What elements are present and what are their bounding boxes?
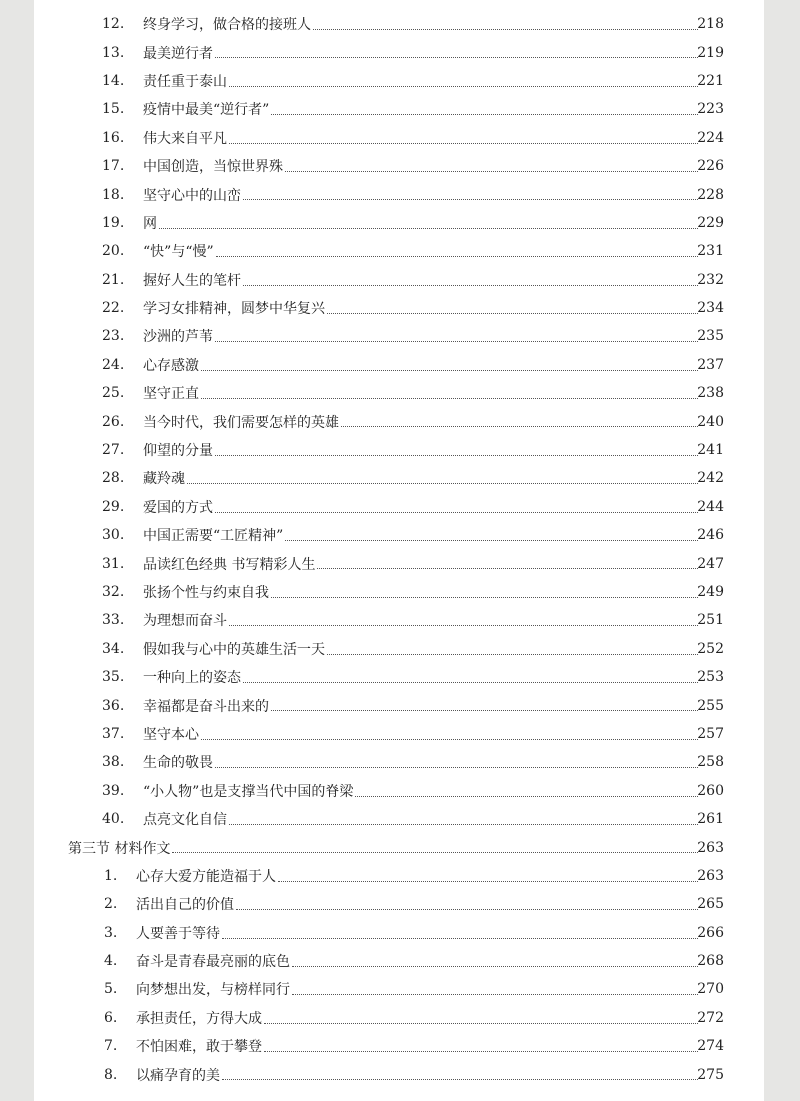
toc-page-number: 221 xyxy=(697,72,724,89)
toc-entry[interactable] xyxy=(34,493,764,521)
toc-dot-leader xyxy=(201,369,698,371)
toc-page-number: 235 xyxy=(697,328,724,345)
toc-entry-number: 32. xyxy=(102,584,125,600)
toc-page-number: 247 xyxy=(697,555,724,572)
toc-dot-leader xyxy=(317,567,698,569)
toc-entry-title: 人要善于等待 xyxy=(136,925,220,942)
toc-entry-title: 心存大爱方能造福于人 xyxy=(136,868,276,885)
toc-entry-title: 网 xyxy=(143,215,157,232)
toc-dot-leader xyxy=(229,823,698,825)
toc-entry[interactable] xyxy=(34,436,764,464)
toc-entry-number: 16. xyxy=(102,129,125,146)
toc-page-number: 249 xyxy=(697,584,724,600)
toc-entry-title: 坚守心中的山峦 xyxy=(143,187,241,204)
toc-entry-title: 沙洲的芦苇 xyxy=(143,329,213,346)
table-of-contents xyxy=(34,10,764,1089)
toc-entry-number: 23. xyxy=(102,328,125,345)
toc-page-number: 237 xyxy=(697,356,724,373)
toc-entry-title: 责任重于泰山 xyxy=(143,73,227,90)
toc-dot-leader xyxy=(216,255,698,257)
toc-entry[interactable] xyxy=(34,67,764,95)
toc-page-number: 223 xyxy=(697,101,724,118)
toc-dot-leader xyxy=(229,85,698,87)
toc-entry-number: 8. xyxy=(104,1066,118,1083)
toc-entry-number: 39. xyxy=(102,782,125,799)
toc-dot-leader xyxy=(327,653,698,655)
toc-entry[interactable] xyxy=(34,1060,764,1088)
toc-entry-number: 3. xyxy=(104,924,118,941)
toc-page-number: 231 xyxy=(697,243,724,260)
toc-dot-leader xyxy=(292,993,698,995)
toc-dot-leader xyxy=(271,709,698,711)
toc-dot-leader xyxy=(215,454,698,456)
toc-dot-leader xyxy=(172,851,698,853)
toc-entry-title: 学习女排精神，圆梦中华复兴 xyxy=(143,301,325,318)
toc-entry-number: 35. xyxy=(102,669,125,686)
toc-dot-leader xyxy=(243,681,698,683)
toc-entry[interactable] xyxy=(34,124,764,152)
toc-entry[interactable] xyxy=(34,266,764,294)
toc-entry[interactable] xyxy=(34,635,764,663)
toc-entry-number: 13. xyxy=(102,44,125,61)
toc-entry[interactable] xyxy=(34,38,764,66)
toc-page-number: 246 xyxy=(697,527,724,544)
toc-entry-number: 28. xyxy=(102,470,125,487)
toc-entry-number: 12. xyxy=(102,16,125,33)
toc-entry-number: 19. xyxy=(102,214,125,231)
toc-entry[interactable] xyxy=(34,777,764,805)
toc-entry-number: 1. xyxy=(104,867,118,884)
toc-dot-leader xyxy=(215,56,698,58)
toc-entry[interactable] xyxy=(34,606,764,634)
toc-entry-number: 34. xyxy=(102,640,125,657)
toc-page-number: 253 xyxy=(697,669,724,686)
toc-entry[interactable] xyxy=(34,152,764,180)
toc-entry[interactable] xyxy=(34,947,764,975)
toc-dot-leader xyxy=(201,397,698,399)
toc-page-number: 266 xyxy=(697,924,724,941)
toc-entry-title: 以痛孕育的美 xyxy=(136,1067,220,1084)
toc-entry[interactable] xyxy=(34,10,764,38)
toc-entry-title: 不怕困难，敢于攀登 xyxy=(136,1039,262,1056)
document-page xyxy=(34,0,764,1101)
toc-dot-leader xyxy=(243,284,698,286)
toc-entry-title: 最美逆行者 xyxy=(143,45,213,62)
toc-page-number: 240 xyxy=(697,413,724,430)
toc-page-number: 228 xyxy=(697,186,724,203)
toc-entry-number: 21. xyxy=(102,271,125,288)
toc-entry[interactable] xyxy=(34,805,764,833)
toc-entry[interactable] xyxy=(34,691,764,719)
toc-entry-number: 17. xyxy=(102,158,125,175)
toc-page-number: 275 xyxy=(697,1066,724,1083)
toc-entry-number: 25. xyxy=(102,385,125,402)
toc-entry-title: 张扬个性与约束自我 xyxy=(143,585,269,601)
toc-page-number: 260 xyxy=(697,782,724,799)
toc-entry-title: 一种向上的姿态 xyxy=(143,670,241,687)
toc-entry-number: 33. xyxy=(102,612,125,629)
toc-entry[interactable] xyxy=(34,209,764,237)
toc-entry-number: 27. xyxy=(102,442,125,459)
toc-entry-title: 仰望的分量 xyxy=(143,443,213,460)
toc-dot-leader xyxy=(222,1078,698,1080)
toc-entry-title: 中国正需要“工匠精神” xyxy=(143,528,284,545)
toc-entry[interactable] xyxy=(34,379,764,407)
toc-entry[interactable] xyxy=(34,351,764,379)
toc-entry-number: 4. xyxy=(104,953,118,970)
toc-entry-number: 18. xyxy=(102,186,125,203)
toc-entry[interactable] xyxy=(34,294,764,322)
toc-dot-leader xyxy=(236,908,698,910)
toc-entry[interactable] xyxy=(34,663,764,691)
toc-entry-title: “小人物”也是支撑当代中国的脊梁 xyxy=(143,783,354,800)
toc-page-number: 255 xyxy=(697,697,724,714)
toc-entry-number: 31. xyxy=(102,555,125,572)
toc-dot-leader xyxy=(215,511,698,513)
toc-dot-leader xyxy=(341,425,698,427)
toc-page-number: 251 xyxy=(697,612,724,629)
toc-entry-title: 生命的敬畏 xyxy=(143,755,213,772)
toc-page-number: 258 xyxy=(697,754,724,771)
toc-entry-number: 2. xyxy=(104,896,118,913)
toc-dot-leader xyxy=(215,340,698,342)
toc-entry-number: 20. xyxy=(102,243,125,260)
toc-dot-leader xyxy=(313,28,698,30)
toc-entry-number: 26. xyxy=(102,413,125,430)
toc-page-number: 257 xyxy=(697,725,724,742)
toc-entry-number: 36. xyxy=(102,697,125,714)
toc-page-number: 261 xyxy=(697,811,724,828)
toc-dot-leader xyxy=(285,539,698,541)
toc-entry-number: 22. xyxy=(102,300,125,317)
toc-page-number: 226 xyxy=(697,158,724,175)
toc-dot-leader xyxy=(285,170,698,172)
toc-entry[interactable] xyxy=(34,890,764,918)
toc-entry[interactable] xyxy=(34,407,764,435)
toc-entry[interactable] xyxy=(34,95,764,123)
toc-entry[interactable] xyxy=(34,862,764,890)
toc-entry-number: 24. xyxy=(102,356,125,373)
toc-page-number: 263 xyxy=(697,867,724,884)
toc-entry-number: 29. xyxy=(102,498,125,515)
toc-entry-title: 伟大来自平凡 xyxy=(143,130,227,147)
toc-entry-title: 向梦想出发，与榜样同行 xyxy=(136,982,290,999)
toc-page-number: 252 xyxy=(697,640,724,657)
toc-dot-leader xyxy=(229,624,698,626)
toc-entry[interactable] xyxy=(34,975,764,1003)
toc-page-number: 241 xyxy=(697,442,724,459)
toc-entry-title: 中国创造，当惊世界殊 xyxy=(143,159,283,176)
toc-page-number: 218 xyxy=(697,16,724,33)
toc-entry-title: 终身学习，做合格的接班人 xyxy=(143,17,311,34)
toc-entry-title: 品读红色经典 书写精彩人生 xyxy=(143,556,316,573)
toc-entry-title: “快”与“慢” xyxy=(143,244,214,261)
toc-entry[interactable] xyxy=(34,720,764,748)
toc-page-number: 219 xyxy=(697,44,724,61)
toc-dot-leader xyxy=(271,596,698,598)
toc-page-number: 263 xyxy=(697,839,724,856)
toc-page-number: 265 xyxy=(697,896,724,913)
toc-page-number: 234 xyxy=(697,300,724,317)
toc-dot-leader xyxy=(355,795,698,797)
toc-dot-leader xyxy=(187,482,698,484)
toc-entry[interactable] xyxy=(34,578,764,606)
toc-entry-title: 奋斗是青春最亮丽的底色 xyxy=(136,954,290,971)
toc-entry-number: 40. xyxy=(102,811,125,828)
toc-dot-leader xyxy=(327,312,698,314)
toc-dot-leader xyxy=(264,1022,698,1024)
toc-page-number: 242 xyxy=(697,470,724,487)
toc-entry[interactable] xyxy=(34,464,764,492)
toc-page-number: 274 xyxy=(697,1038,724,1055)
toc-entry-title: 坚守本心 xyxy=(143,726,199,743)
toc-section-heading[interactable] xyxy=(34,833,764,861)
toc-dot-leader xyxy=(159,227,698,229)
toc-entry-title: 假如我与心中的英雄生活一天 xyxy=(143,641,325,658)
toc-page-number: 238 xyxy=(697,385,724,402)
toc-page-number: 268 xyxy=(697,953,724,970)
toc-entry-title: 藏羚魂 xyxy=(143,471,185,488)
toc-entry-title: 当今时代，我们需要怎样的英雄 xyxy=(143,414,339,431)
toc-entry-title: 为理想而奋斗 xyxy=(143,613,227,630)
toc-dot-leader xyxy=(222,937,698,939)
toc-dot-leader xyxy=(292,965,698,967)
toc-entry-title: 握好人生的笔杆 xyxy=(143,272,241,289)
toc-dot-leader xyxy=(264,1050,698,1052)
toc-entry-title: 疫情中最美“逆行者” xyxy=(143,102,270,119)
toc-entry[interactable] xyxy=(34,180,764,208)
toc-dot-leader xyxy=(271,113,698,115)
toc-section-title: 第三节 材料作文 xyxy=(68,840,171,857)
toc-entry[interactable] xyxy=(34,1032,764,1060)
toc-entry[interactable] xyxy=(34,521,764,549)
toc-page-number: 244 xyxy=(697,498,724,515)
toc-entry-title: 活出自己的价值 xyxy=(136,897,234,914)
toc-entry[interactable] xyxy=(34,237,764,265)
toc-entry-number: 7. xyxy=(104,1038,118,1055)
toc-entry[interactable] xyxy=(34,322,764,350)
toc-entry-number: 15. xyxy=(102,101,125,118)
toc-page-number: 229 xyxy=(697,214,724,231)
toc-entry-title: 爱国的方式 xyxy=(143,499,213,516)
toc-entry-title: 坚守正直 xyxy=(143,386,199,403)
toc-dot-leader xyxy=(229,142,698,144)
toc-entry-title: 承担责任，方得大成 xyxy=(136,1010,262,1027)
toc-entry-title: 点亮文化自信 xyxy=(143,812,227,829)
toc-entry-title: 心存感激 xyxy=(143,357,199,374)
toc-page-number: 270 xyxy=(697,981,724,998)
toc-entry[interactable] xyxy=(34,1004,764,1032)
toc-entry-number: 5. xyxy=(104,981,118,998)
toc-dot-leader xyxy=(215,766,698,768)
toc-entry-number: 38. xyxy=(102,754,125,771)
toc-entry[interactable] xyxy=(34,549,764,577)
toc-entry-number: 30. xyxy=(102,527,125,544)
toc-dot-leader xyxy=(278,880,698,882)
toc-dot-leader xyxy=(201,738,698,740)
toc-entry-number: 37. xyxy=(102,725,125,742)
toc-page-number: 272 xyxy=(697,1009,724,1026)
toc-entry-number: 14. xyxy=(102,72,125,89)
toc-entry[interactable] xyxy=(34,748,764,776)
toc-entry-number: 6. xyxy=(104,1009,118,1026)
toc-page-number: 232 xyxy=(697,271,724,288)
toc-entry-title: 幸福都是奋斗出来的 xyxy=(143,698,269,715)
toc-page-number: 224 xyxy=(697,129,724,146)
toc-dot-leader xyxy=(243,198,698,200)
toc-entry[interactable] xyxy=(34,919,764,947)
